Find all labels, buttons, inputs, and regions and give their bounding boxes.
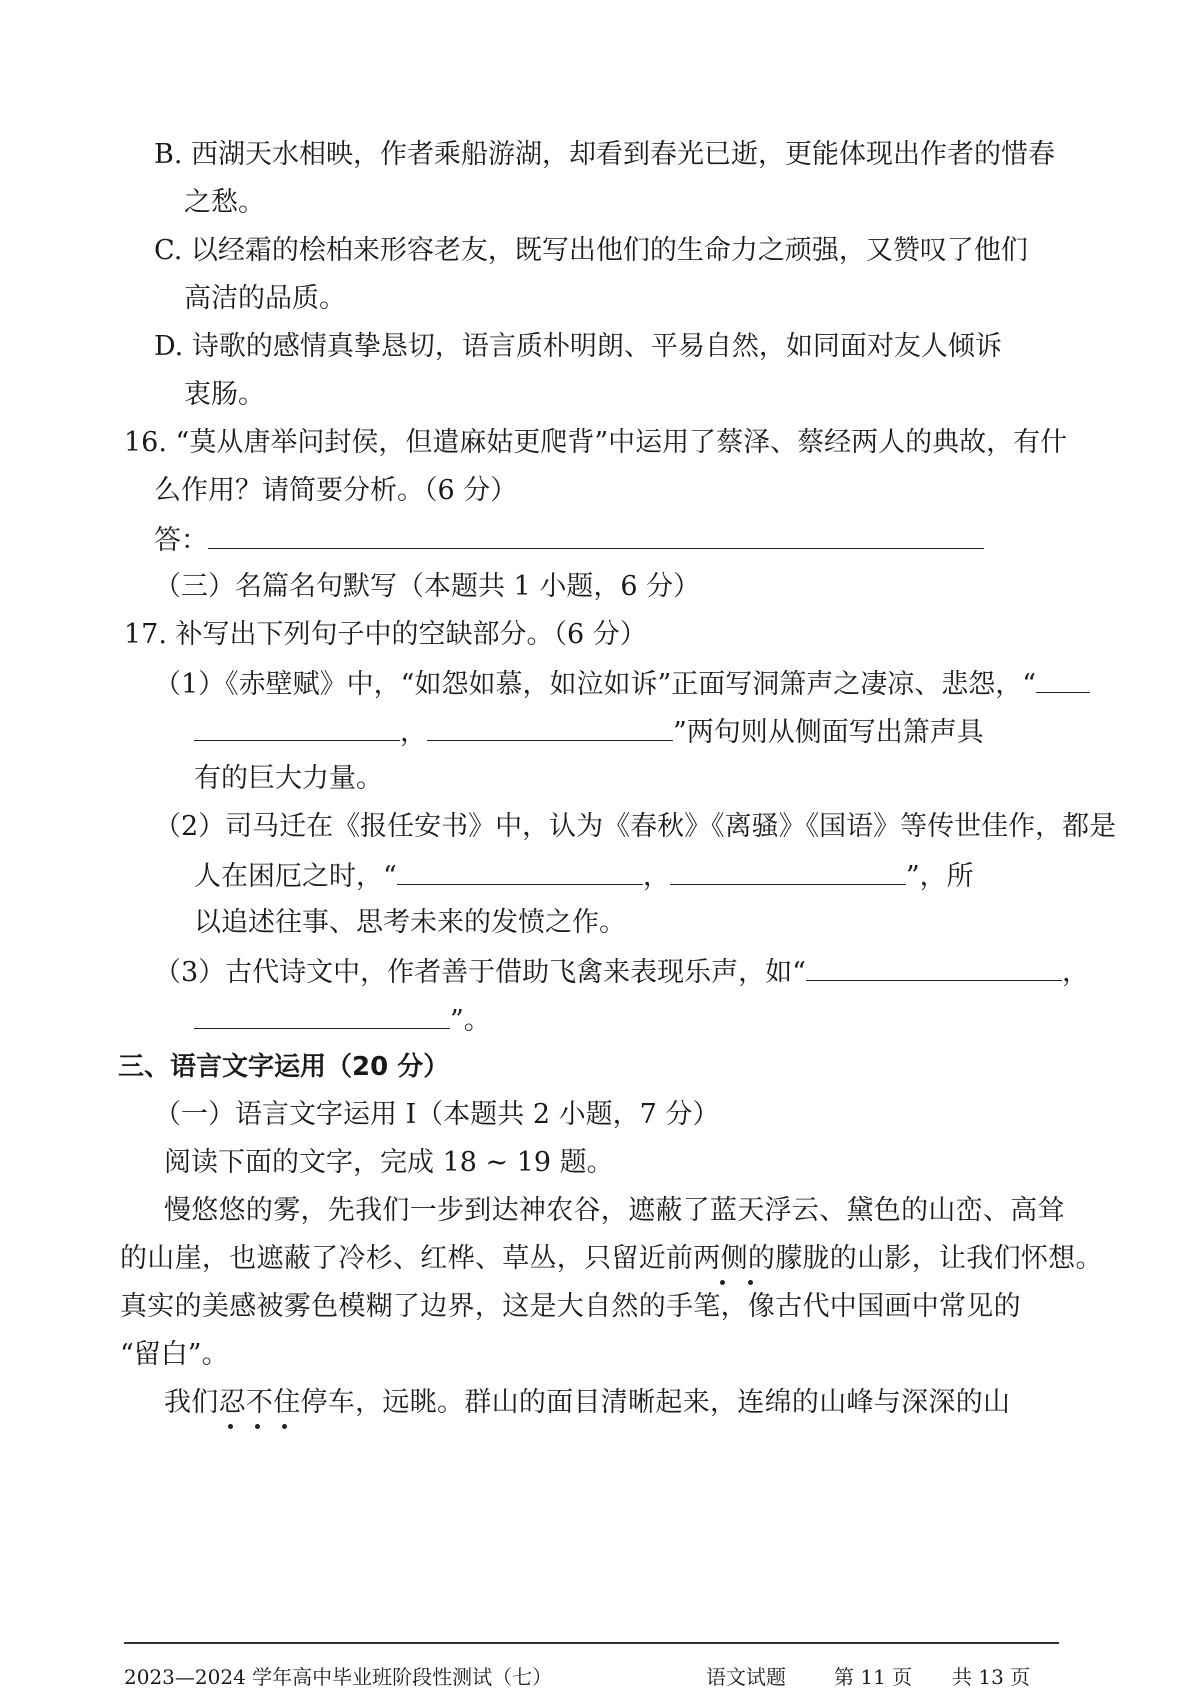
q17-part1-tail: ”两句则从侧面写出箫声具: [673, 717, 984, 748]
emphasis-dot: [282, 1424, 287, 1429]
option-c-line2: 高洁的品质。: [184, 283, 346, 314]
q17-part2-blank-a[interactable]: [397, 858, 643, 885]
passage-para2-line1: 我们忍不住停车，远眺。群山的面目清晰起来，连绵的山峰与深深的山: [164, 1387, 1011, 1418]
section-3-subtitle: （三）名篇名句默写（本题共 1 小题，6 分）: [154, 571, 701, 602]
answer-label: 答：: [154, 525, 208, 556]
option-b-line1: B. 西湖天水相映，作者乘船游湖，却看到春光已逝，更能体现出作者的惜春: [154, 139, 1056, 170]
answer-blank[interactable]: [208, 522, 984, 549]
footer-exam-name: 2023—2024 学年高中毕业班阶段性测试（七）: [124, 1665, 553, 1689]
q17-part3-line1: [154, 954, 1089, 990]
option-b-line2: 之愁。: [184, 187, 265, 218]
emphasis-dot: [748, 1280, 753, 1285]
passage-para1-line4: “留白”。: [120, 1339, 229, 1370]
reading-instruction: 阅读下面的文字，完成 18 ~ 19 题。: [164, 1147, 614, 1178]
q17-part3-blank-b[interactable]: [194, 1002, 450, 1029]
q17-part2-head: 人在困厄之时，“: [194, 861, 397, 892]
footer-divider: [124, 1642, 1059, 1644]
q17-part1-text: （1）《赤壁赋》中，“如怨如慕，如泣如诉”正面写洞箫声之凄凉、悲怨，“: [154, 669, 1037, 700]
q17-part1-line1: [154, 666, 1090, 702]
emphasis-dot: [720, 1280, 725, 1285]
q17-part3-blank-a[interactable]: [806, 954, 1062, 981]
part-3-title: 三、语言文字运用（20 分）: [118, 1052, 450, 1082]
footer-total-pages: 共 13 页: [952, 1665, 1031, 1689]
question-16-line1: 16. “莫从唐举问封侯，但遣麻姑更爬背”中运用了蔡泽、蔡经两人的典故，有什: [124, 427, 1068, 458]
question-16-answer-row: [154, 522, 984, 558]
q17-part1-line2: [194, 714, 984, 750]
q17-part3-line2: [194, 1002, 491, 1038]
q17-part1-comma: ，: [400, 717, 427, 748]
question-17-stem: 17. 补写出下列句子中的空缺部分。（6 分）: [124, 619, 647, 650]
q17-part2-line2: [194, 858, 974, 894]
option-d-line1: D. 诗歌的感情真挚恳切，语言质朴明朗、平易自然，如同面对友人倾诉: [154, 331, 1002, 362]
part-3-subtitle: （一）语言文字运用 Ⅰ（本题共 2 小题，7 分）: [154, 1099, 720, 1130]
option-c-line1: C. 以经霜的桧柏来形容老友，既写出他们的生命力之顽强，又赞叹了他们: [154, 235, 1028, 266]
q17-part2-line1: （2）司马迁在《报任安书》中，认为《春秋》《离骚》《国语》等传世佳作，都是: [154, 811, 1117, 842]
emphasis-dot: [228, 1424, 233, 1429]
question-16-line2: 么作用？请简要分析。（6 分）: [154, 475, 518, 506]
option-d-line2: 衷肠。: [184, 379, 265, 410]
passage-para1-line2: 的山崖，也遮蔽了冷杉、红桦、草丛，只留近前两侧的朦胧的山影，让我们怀想。: [120, 1243, 1103, 1274]
emphasis-dot: [255, 1424, 260, 1429]
q17-part3-tail: ”。: [450, 1005, 491, 1036]
q17-part1-blank-b[interactable]: [427, 714, 673, 741]
passage-para1-line1: 慢悠悠的雾，先我们一步到达神农谷，遮蔽了蓝天浮云、黛色的山峦、高耸: [164, 1195, 1065, 1226]
footer-subject: 语文试题: [706, 1665, 786, 1689]
passage-para1-line3: 真实的美感被雾色模糊了边界，这是大自然的手笔，像古代中国画中常见的: [120, 1291, 1021, 1322]
q17-part3-head: （3）古代诗文中，作者善于借助飞禽来表现乐声，如“: [154, 957, 806, 988]
q17-part2-line3: 以追述往事、思考未来的发愤之作。: [194, 907, 626, 938]
q17-part3-comma: ，: [1061, 957, 1089, 988]
q17-part2-blank-b[interactable]: [670, 858, 906, 885]
q17-part1-blank-a[interactable]: [194, 714, 400, 741]
footer-page-number: 第 11 页: [834, 1665, 913, 1689]
q17-part1-line3: 有的巨大力量。: [194, 763, 383, 794]
q17-part1-blank-a-start[interactable]: [1036, 666, 1090, 693]
q17-part2-tail: ”，所: [905, 861, 974, 892]
q17-part2-comma: ，: [642, 861, 670, 892]
